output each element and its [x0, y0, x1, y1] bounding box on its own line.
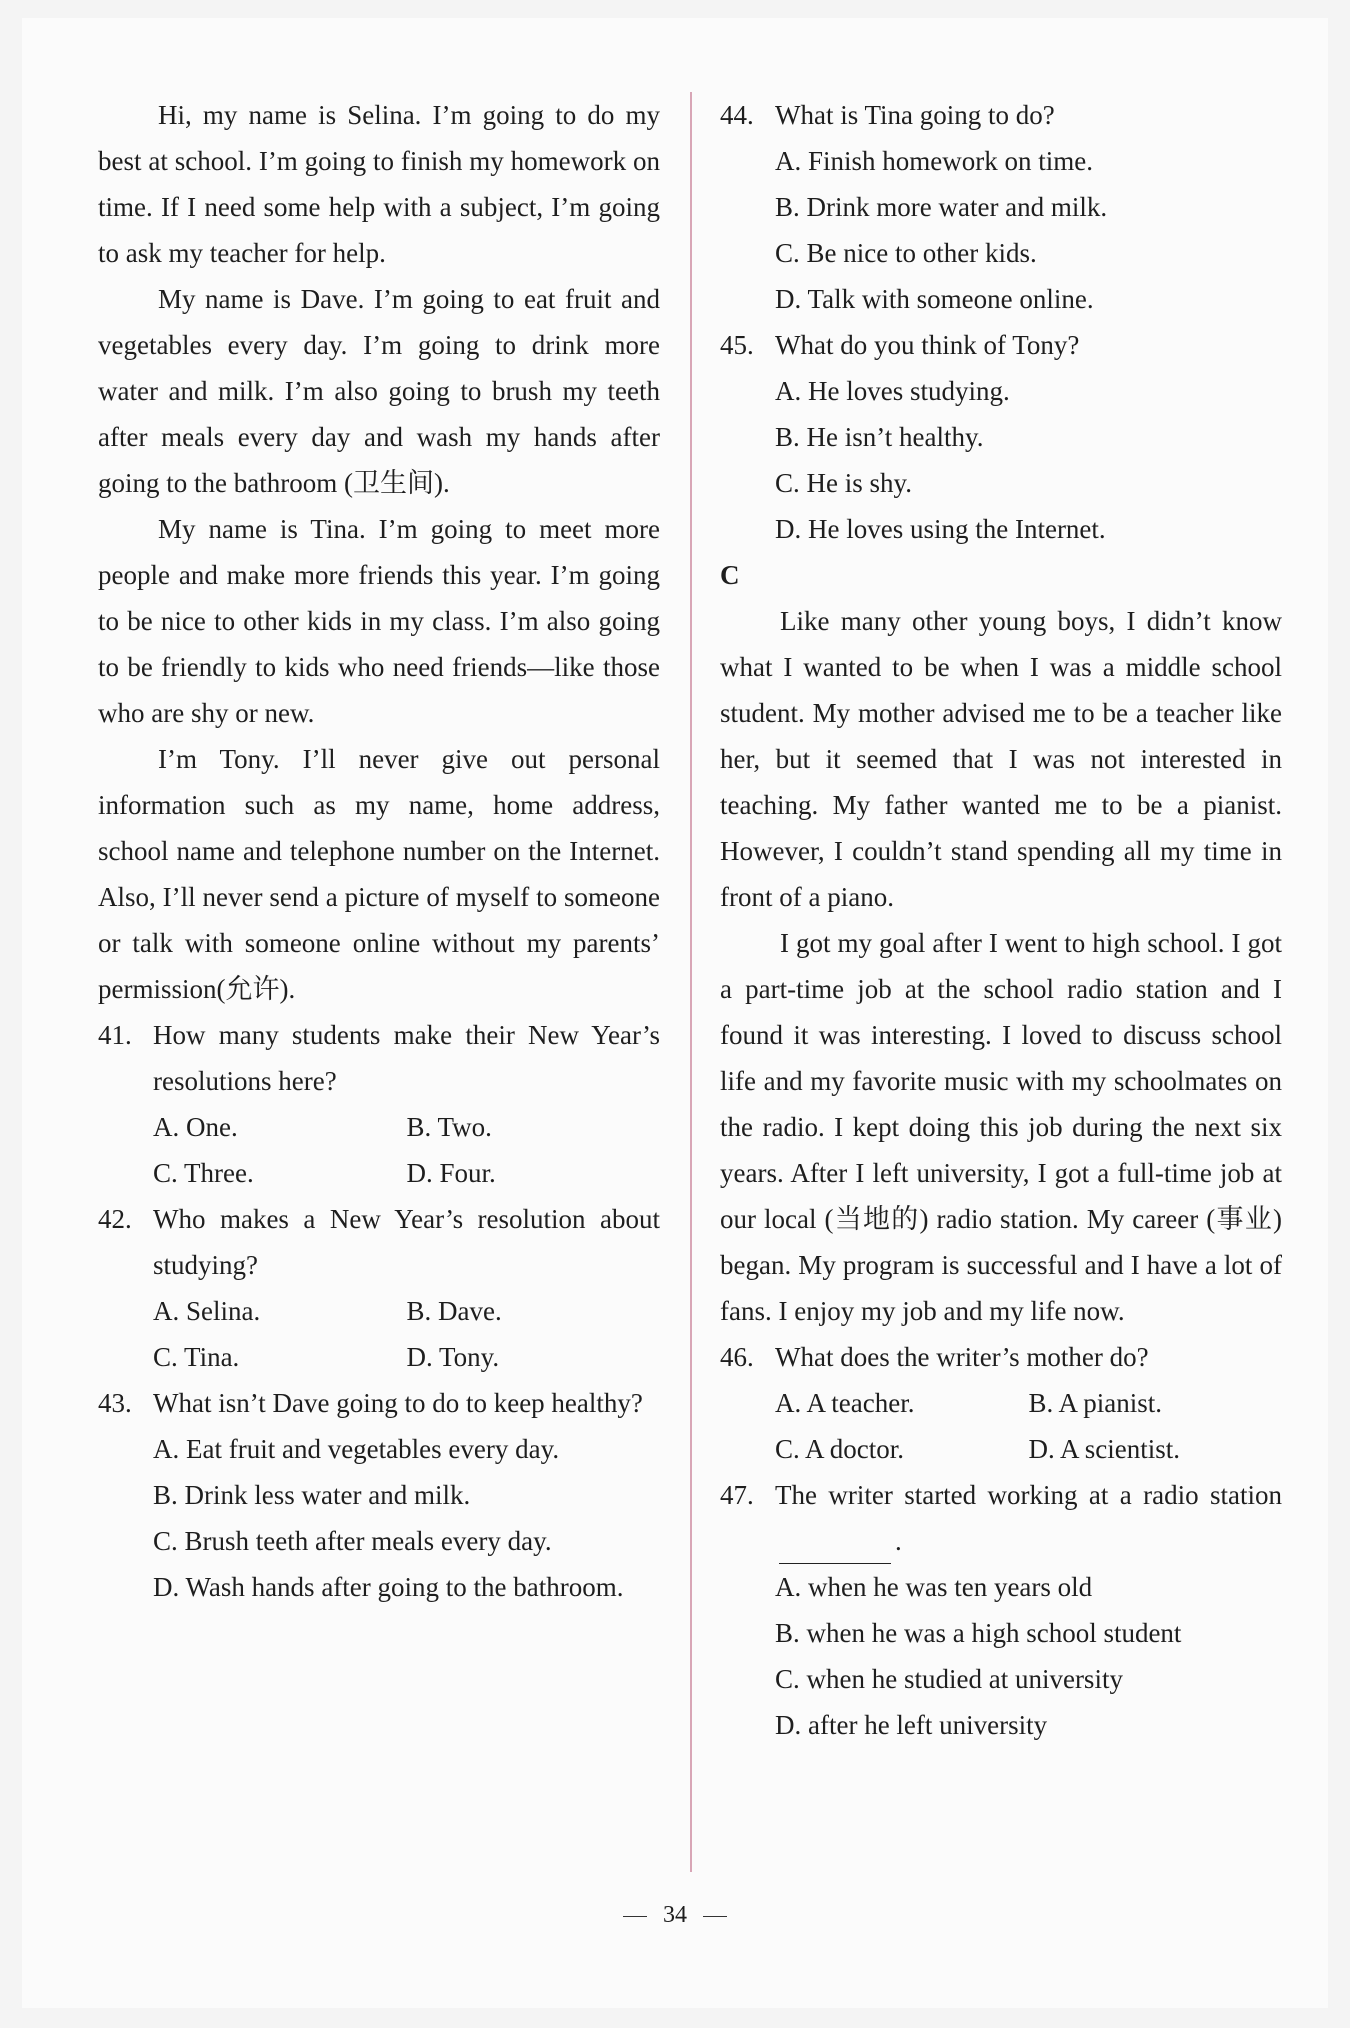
question-number: 47. — [720, 1480, 754, 1510]
footer-dash — [623, 1916, 647, 1917]
passage-paragraph: My name is Dave. I’m going to eat fruit and vegetables every day. I’m going to drink more water and milk. I’m also going to brush my teeth after meals every day and wash my hands after going to the bathroom (卫生间). — [98, 284, 660, 498]
option-b[interactable]: B. Dave. — [406, 1296, 502, 1326]
question-text: What is Tina going to do? — [775, 100, 1055, 130]
page-number: 34 — [663, 1902, 687, 1928]
option-c[interactable]: C. when he studied at university — [775, 1664, 1123, 1694]
option-a[interactable]: A. He loves studying. — [775, 376, 1010, 406]
question-number: 46. — [720, 1342, 754, 1372]
option-c[interactable]: C. Tina. — [153, 1342, 240, 1372]
option-a[interactable]: A. Finish homework on time. — [775, 146, 1093, 176]
passage-paragraph: Like many other young boys, I didn’t know what I wanted to be when I was a middle school student. My mother advised me to be a teacher like her, but it seemed that I was not interested in teaching. My father wanted me to be a pianist. However, I couldn’t stand spending all my time in front of a piano. — [720, 606, 1282, 912]
option-a[interactable]: A. when he was ten years old — [775, 1572, 1093, 1602]
question-text: What do you think of Tony? — [775, 330, 1080, 360]
question-41 — [98, 1012, 660, 1104]
option-c[interactable]: C. Three. — [153, 1158, 254, 1188]
question-text-before: The writer started working at a radio station — [775, 1480, 1282, 1510]
option-a[interactable]: A. A teacher. — [775, 1388, 915, 1418]
question-42 — [98, 1196, 660, 1288]
question-45 — [720, 322, 1282, 368]
option-d[interactable]: D. Talk with someone online. — [775, 284, 1094, 314]
option-d[interactable]: D. He loves using the Internet. — [775, 514, 1106, 544]
question-text: How many students make their New Year’s resolutions here? — [153, 1020, 660, 1096]
options-row — [153, 1104, 660, 1150]
answer-blank[interactable] — [779, 1533, 891, 1564]
question-text — [775, 1472, 1282, 1564]
question-number: 44. — [720, 100, 754, 130]
page-footer — [0, 1902, 1350, 1929]
option-b[interactable]: B. when he was a high school student — [775, 1618, 1182, 1648]
question-47 — [720, 1472, 1282, 1564]
question-text-after: . — [895, 1526, 902, 1556]
option-d[interactable]: D. Wash hands after going to the bathroom. — [153, 1572, 624, 1602]
question-43 — [98, 1380, 660, 1426]
option-c[interactable]: C. Brush teeth after meals every day. — [153, 1526, 552, 1556]
question-44 — [720, 92, 1282, 138]
passage-paragraph: My name is Tina. I’m going to meet more people and make more friends this year. I’m going to be nice to other kids in my class. I’m also going to be friendly to kids who need friends—like those who are shy or new. — [98, 514, 660, 728]
option-d[interactable]: D. Tony. — [406, 1342, 500, 1372]
option-a[interactable]: A. One. — [153, 1112, 238, 1142]
option-d[interactable]: D. after he left university — [775, 1710, 1048, 1740]
options-row — [775, 1426, 1282, 1472]
options-row — [775, 1380, 1282, 1426]
question-text: Who makes a New Year’s resolution about studying? — [153, 1204, 660, 1280]
section-title: C — [720, 560, 740, 590]
passage-paragraph: I got my goal after I went to high school. I got a part-time job at the school radio station and I found it was interesting. I loved to discuss school life and my favorite music with my schoolmates on the radio. I kept doing this job during the next six years. After I left university, I got a full-time job at our local (当地的) radio station. My career (事业) began. My program is successful and I have a lot of fans. I enjoy my job and my life now. — [720, 928, 1282, 1326]
passage-paragraph: I’m Tony. I’ll never give out personal information such as my name, home address, school name and telephone number on the Internet. Also, I’ll never send a picture of myself to someone or talk with someone online without my parents’ permission(允许). — [98, 744, 660, 1004]
option-d[interactable]: D. Four. — [406, 1158, 496, 1188]
left-column — [98, 92, 660, 1610]
question-number: 42. — [98, 1204, 132, 1234]
options-row — [153, 1150, 660, 1196]
question-number: 43. — [98, 1388, 132, 1418]
option-b[interactable]: B. Drink less water and milk. — [153, 1480, 471, 1510]
option-b[interactable]: B. A pianist. — [1028, 1388, 1163, 1418]
question-text: What does the writer’s mother do? — [775, 1342, 1149, 1372]
option-c[interactable]: C. A doctor. — [775, 1434, 905, 1464]
question-text: What isn’t Dave going to do to keep healthy? — [153, 1388, 643, 1418]
column-divider — [690, 92, 692, 1872]
option-b[interactable]: B. Drink more water and milk. — [775, 192, 1108, 222]
options-row — [153, 1288, 660, 1334]
option-c[interactable]: C. He is shy. — [775, 468, 913, 498]
option-b[interactable]: B. Two. — [406, 1112, 492, 1142]
question-number: 45. — [720, 330, 754, 360]
passage-paragraph: Hi, my name is Selina. I’m going to do my best at school. I’m going to finish my homework on time. If I need some help with a subject, I’m going to ask my teacher for help. — [98, 100, 660, 268]
option-b[interactable]: B. He isn’t healthy. — [775, 422, 984, 452]
question-number: 41. — [98, 1020, 132, 1050]
options-row — [153, 1334, 660, 1380]
right-column — [720, 92, 1282, 1748]
option-a[interactable]: A. Selina. — [153, 1296, 261, 1326]
question-46 — [720, 1334, 1282, 1380]
option-a[interactable]: A. Eat fruit and vegetables every day. — [153, 1434, 560, 1464]
option-d[interactable]: D. A scientist. — [1028, 1434, 1181, 1464]
footer-dash — [703, 1916, 727, 1917]
option-c[interactable]: C. Be nice to other kids. — [775, 238, 1037, 268]
